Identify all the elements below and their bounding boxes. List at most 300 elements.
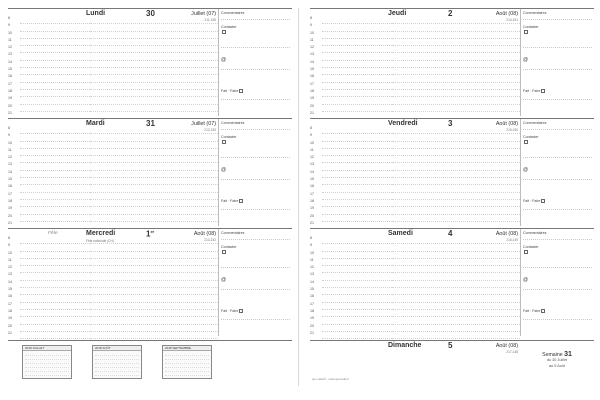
hour-row[interactable] bbox=[8, 59, 90, 68]
hour-row[interactable] bbox=[8, 140, 90, 149]
checkbox-icon[interactable] bbox=[541, 199, 545, 203]
hour-row[interactable] bbox=[310, 37, 392, 46]
checkbox-icon[interactable] bbox=[541, 309, 545, 313]
month-label: Juillet (07) bbox=[191, 121, 216, 127]
note-line[interactable] bbox=[90, 171, 218, 178]
email-line[interactable] bbox=[221, 179, 290, 180]
hour-row[interactable] bbox=[310, 213, 392, 222]
hour-row[interactable] bbox=[310, 279, 392, 288]
hour-row[interactable] bbox=[8, 103, 90, 112]
note-line[interactable] bbox=[90, 90, 218, 97]
contact-line[interactable] bbox=[523, 267, 592, 268]
note-line[interactable] bbox=[392, 24, 520, 31]
mini-calendar[interactable] bbox=[92, 345, 142, 379]
checkbox-icon[interactable] bbox=[239, 309, 243, 313]
note-line[interactable] bbox=[90, 97, 218, 104]
note-line[interactable] bbox=[392, 127, 520, 134]
hour-row[interactable] bbox=[310, 330, 392, 339]
hour-row[interactable] bbox=[8, 162, 90, 170]
hour-row[interactable] bbox=[8, 74, 90, 82]
note-line[interactable] bbox=[90, 332, 218, 339]
hour-row[interactable] bbox=[310, 59, 392, 68]
note-line[interactable] bbox=[392, 207, 520, 214]
checkbox-icon[interactable] bbox=[222, 140, 226, 144]
hour-row[interactable] bbox=[310, 88, 392, 97]
contact-checkbox[interactable] bbox=[523, 30, 528, 34]
contact-label: Contacter bbox=[221, 245, 237, 249]
note-line[interactable] bbox=[392, 266, 520, 273]
note-line[interactable] bbox=[90, 17, 218, 24]
hour-label: 10 bbox=[8, 140, 12, 145]
note-line[interactable] bbox=[90, 325, 218, 332]
note-line[interactable] bbox=[392, 142, 520, 149]
hour-row[interactable] bbox=[310, 257, 392, 266]
sunday-block bbox=[310, 340, 594, 386]
hour-row[interactable] bbox=[8, 30, 90, 39]
contact-line[interactable] bbox=[221, 47, 290, 48]
note-line[interactable] bbox=[90, 39, 218, 46]
hour-row[interactable] bbox=[8, 272, 90, 280]
done-line[interactable] bbox=[221, 209, 290, 210]
note-line[interactable] bbox=[392, 310, 520, 317]
hour-row[interactable] bbox=[8, 81, 90, 90]
note-line[interactable] bbox=[392, 244, 520, 251]
note-line[interactable] bbox=[90, 266, 218, 273]
hour-row[interactable] bbox=[310, 198, 392, 207]
day-number-value: 2 bbox=[448, 9, 453, 18]
hour-label: 12 bbox=[310, 45, 314, 50]
hour-label: 9 bbox=[310, 133, 312, 138]
notes-area[interactable] bbox=[90, 17, 218, 119]
hour-row[interactable] bbox=[8, 213, 90, 222]
hour-label: 18 bbox=[310, 308, 314, 313]
hour-row[interactable] bbox=[8, 16, 90, 24]
hour-row[interactable] bbox=[310, 191, 392, 200]
hour-label: 18 bbox=[310, 88, 314, 93]
hour-label: 19 bbox=[310, 206, 314, 211]
hour-row[interactable] bbox=[8, 177, 90, 185]
done-line[interactable] bbox=[523, 209, 592, 210]
note-line[interactable] bbox=[392, 237, 520, 244]
hour-row[interactable] bbox=[8, 198, 90, 207]
note-line[interactable] bbox=[90, 163, 218, 170]
note-line[interactable] bbox=[90, 193, 218, 200]
hour-row[interactable] bbox=[310, 323, 392, 332]
hour-row[interactable] bbox=[310, 308, 392, 317]
hour-row[interactable] bbox=[8, 126, 90, 134]
day-number: 5 bbox=[448, 341, 453, 350]
note-line[interactable] bbox=[392, 332, 520, 339]
hour-label: 21 bbox=[310, 330, 314, 335]
side-panel bbox=[520, 229, 594, 336]
hour-row[interactable] bbox=[310, 250, 392, 259]
hour-row[interactable] bbox=[310, 169, 392, 178]
note-line[interactable] bbox=[392, 53, 520, 60]
hour-row[interactable] bbox=[8, 323, 90, 332]
hour-row[interactable] bbox=[310, 133, 392, 141]
checkbox-icon[interactable] bbox=[222, 250, 226, 254]
done-line[interactable] bbox=[221, 99, 290, 100]
done-todo-label bbox=[221, 309, 243, 313]
hour-label: 8 bbox=[8, 16, 10, 20]
note-line[interactable] bbox=[90, 83, 218, 90]
note-line[interactable] bbox=[392, 185, 520, 192]
hour-row[interactable] bbox=[8, 133, 90, 141]
note-line[interactable] bbox=[90, 237, 218, 244]
hour-row[interactable] bbox=[310, 74, 392, 82]
note-line[interactable] bbox=[392, 178, 520, 185]
contact-line[interactable] bbox=[523, 47, 592, 48]
notes-area[interactable] bbox=[392, 17, 520, 119]
hour-row[interactable] bbox=[8, 287, 90, 295]
contact-checkbox[interactable] bbox=[221, 140, 226, 144]
week-number: 31 bbox=[564, 351, 572, 358]
note-line[interactable] bbox=[392, 288, 520, 295]
note-line[interactable] bbox=[90, 134, 218, 141]
email-line[interactable] bbox=[523, 179, 592, 180]
hour-label: 15 bbox=[8, 67, 12, 72]
hour-row[interactable] bbox=[8, 279, 90, 288]
hour-label: 21 bbox=[8, 330, 12, 335]
contact-checkbox[interactable] bbox=[221, 30, 226, 34]
note-line[interactable] bbox=[90, 61, 218, 68]
hour-column bbox=[310, 126, 392, 229]
contact-checkbox[interactable] bbox=[523, 250, 528, 254]
hour-label: 9 bbox=[8, 133, 10, 138]
note-line[interactable] bbox=[392, 90, 520, 97]
day-block bbox=[8, 118, 292, 226]
note-line[interactable] bbox=[90, 75, 218, 82]
comments-line[interactable] bbox=[523, 19, 592, 20]
note-line[interactable] bbox=[392, 325, 520, 332]
hour-row[interactable] bbox=[8, 301, 90, 310]
done-line[interactable] bbox=[523, 319, 592, 320]
note-line[interactable] bbox=[392, 163, 520, 170]
notes-area[interactable] bbox=[90, 237, 218, 339]
note-line[interactable] bbox=[392, 83, 520, 90]
side-panel bbox=[218, 229, 292, 336]
hour-row[interactable] bbox=[310, 265, 392, 273]
hour-row[interactable] bbox=[8, 184, 90, 192]
hour-row[interactable] bbox=[8, 155, 90, 163]
hour-label: 15 bbox=[8, 177, 12, 182]
contact-line[interactable] bbox=[523, 157, 592, 158]
hour-row[interactable] bbox=[8, 45, 90, 53]
mini-calendar-grid bbox=[163, 351, 211, 377]
hour-label: 17 bbox=[310, 191, 314, 196]
contact-checkbox[interactable] bbox=[221, 250, 226, 254]
checkbox-icon[interactable] bbox=[524, 140, 528, 144]
side-panel bbox=[218, 9, 292, 116]
note-line[interactable] bbox=[90, 200, 218, 207]
note-line[interactable] bbox=[90, 317, 218, 324]
hour-row[interactable] bbox=[310, 140, 392, 149]
hour-label: 15 bbox=[8, 287, 12, 292]
month-label: Août (08) bbox=[495, 11, 518, 17]
hour-row[interactable] bbox=[310, 155, 392, 163]
note-line[interactable] bbox=[392, 252, 520, 259]
note-line[interactable] bbox=[392, 259, 520, 266]
footer-brand-url: quo vadis® · www.quovadis.fr bbox=[312, 377, 349, 381]
hour-row[interactable] bbox=[310, 316, 392, 324]
contact-line[interactable] bbox=[221, 267, 290, 268]
note-line[interactable] bbox=[392, 75, 520, 82]
hour-row[interactable] bbox=[310, 23, 392, 31]
hour-label: 17 bbox=[8, 301, 12, 306]
hour-row[interactable] bbox=[310, 147, 392, 156]
hour-row[interactable] bbox=[310, 96, 392, 104]
note-line[interactable] bbox=[392, 317, 520, 324]
notes-area[interactable] bbox=[90, 127, 218, 229]
day-block bbox=[310, 118, 594, 226]
mini-calendar[interactable] bbox=[22, 345, 72, 379]
hour-row[interactable] bbox=[8, 265, 90, 273]
hour-row[interactable] bbox=[310, 177, 392, 185]
checkbox-icon[interactable] bbox=[239, 89, 243, 93]
hour-row[interactable] bbox=[8, 294, 90, 302]
note-line[interactable] bbox=[392, 303, 520, 310]
done-todo-text: Fait · Faire bbox=[523, 199, 541, 203]
note-line[interactable] bbox=[392, 61, 520, 68]
note-line[interactable] bbox=[90, 46, 218, 53]
month-label: Août (08) bbox=[193, 231, 216, 237]
hour-row[interactable] bbox=[8, 67, 90, 75]
hour-row[interactable] bbox=[8, 257, 90, 266]
email-at-icon: @ bbox=[221, 57, 227, 63]
note-line[interactable] bbox=[392, 273, 520, 280]
comments-line[interactable] bbox=[523, 239, 592, 240]
side-panel bbox=[520, 119, 594, 226]
hour-label: 14 bbox=[310, 169, 314, 174]
comments-line[interactable] bbox=[221, 19, 290, 20]
note-line[interactable] bbox=[392, 134, 520, 141]
hour-label: 16 bbox=[8, 74, 12, 79]
hour-label: 10 bbox=[310, 140, 314, 145]
hour-row[interactable] bbox=[8, 96, 90, 104]
hour-row[interactable] bbox=[310, 126, 392, 134]
email-line[interactable] bbox=[523, 289, 592, 290]
comments-line[interactable] bbox=[221, 129, 290, 130]
notes-area[interactable] bbox=[392, 127, 520, 229]
hour-row[interactable] bbox=[8, 191, 90, 200]
email-at-icon: @ bbox=[221, 167, 227, 173]
hour-row[interactable] bbox=[8, 308, 90, 317]
note-line[interactable] bbox=[90, 142, 218, 149]
hour-row[interactable] bbox=[310, 52, 392, 60]
day-of-year: 211-155 bbox=[204, 18, 216, 22]
hour-label: 15 bbox=[310, 287, 314, 292]
hour-row[interactable] bbox=[310, 301, 392, 310]
day-number-suffix: er bbox=[150, 229, 155, 234]
hour-row[interactable] bbox=[8, 243, 90, 251]
hour-label: 15 bbox=[310, 67, 314, 72]
week-summary bbox=[522, 351, 592, 369]
day-number-value: 1 bbox=[146, 229, 151, 239]
hour-row[interactable] bbox=[310, 206, 392, 214]
done-todo-label bbox=[523, 199, 545, 203]
comments-label: Commentaires bbox=[221, 121, 245, 125]
done-todo-text: Fait · Faire bbox=[221, 199, 239, 203]
comments-line[interactable] bbox=[523, 129, 592, 130]
note-line[interactable] bbox=[90, 215, 218, 222]
day-name: Vendredi bbox=[388, 120, 418, 127]
mini-calendar-week-row bbox=[25, 372, 69, 376]
done-todo-text: Fait · Faire bbox=[523, 309, 541, 313]
email-line[interactable] bbox=[523, 69, 592, 70]
mini-calendar-strip bbox=[8, 340, 292, 386]
hour-row[interactable] bbox=[310, 30, 392, 39]
note-line[interactable] bbox=[90, 53, 218, 60]
hour-row[interactable] bbox=[310, 294, 392, 302]
mini-calendar-week-row bbox=[95, 372, 139, 376]
day-block bbox=[310, 228, 594, 336]
note-line[interactable] bbox=[90, 178, 218, 185]
note-line[interactable] bbox=[392, 200, 520, 207]
contact-line[interactable] bbox=[221, 157, 290, 158]
note-line[interactable] bbox=[392, 193, 520, 200]
hour-label: 20 bbox=[8, 103, 12, 108]
checkbox-icon[interactable] bbox=[239, 199, 243, 203]
note-line[interactable] bbox=[90, 68, 218, 75]
week-label: Semaine bbox=[542, 352, 563, 358]
hour-row[interactable] bbox=[8, 23, 90, 31]
hour-label: 11 bbox=[310, 37, 314, 42]
note-line[interactable] bbox=[90, 24, 218, 31]
note-line[interactable] bbox=[90, 252, 218, 259]
hour-label: 13 bbox=[8, 272, 12, 277]
hour-label: 21 bbox=[8, 110, 12, 115]
hour-row[interactable] bbox=[310, 287, 392, 295]
note-line[interactable] bbox=[90, 185, 218, 192]
holiday-label: Fête bbox=[48, 231, 58, 236]
hour-row[interactable] bbox=[310, 67, 392, 75]
comments-label: Commentaires bbox=[221, 231, 245, 235]
hour-row[interactable] bbox=[310, 45, 392, 53]
hour-label: 19 bbox=[8, 206, 12, 211]
hour-label: 16 bbox=[310, 294, 314, 299]
mini-calendar[interactable] bbox=[162, 345, 212, 379]
hour-row[interactable] bbox=[310, 184, 392, 192]
note-line[interactable] bbox=[392, 149, 520, 156]
note-line[interactable] bbox=[90, 303, 218, 310]
month-label: Juillet (07) bbox=[191, 11, 216, 17]
note-line[interactable] bbox=[392, 32, 520, 39]
day-of-year: 214-151 bbox=[506, 18, 518, 22]
email-line[interactable] bbox=[221, 289, 290, 290]
checkbox-icon[interactable] bbox=[524, 250, 528, 254]
hour-row[interactable] bbox=[8, 330, 90, 339]
note-line[interactable] bbox=[90, 244, 218, 251]
note-line[interactable] bbox=[90, 105, 218, 112]
day-of-year: 213-152 bbox=[204, 238, 216, 242]
note-line[interactable] bbox=[392, 156, 520, 163]
hour-label: 8 bbox=[8, 236, 10, 240]
hour-row[interactable] bbox=[8, 169, 90, 178]
note-line[interactable] bbox=[90, 259, 218, 266]
notes-area[interactable] bbox=[392, 237, 520, 339]
hour-row[interactable] bbox=[310, 272, 392, 280]
day-block bbox=[8, 228, 292, 336]
note-line[interactable] bbox=[392, 215, 520, 222]
done-line[interactable] bbox=[221, 319, 290, 320]
hour-label: 19 bbox=[310, 316, 314, 321]
note-line[interactable] bbox=[392, 97, 520, 104]
note-line[interactable] bbox=[392, 17, 520, 24]
note-line[interactable] bbox=[392, 39, 520, 46]
hour-row[interactable] bbox=[8, 206, 90, 214]
hour-label: 14 bbox=[8, 279, 12, 284]
hour-label: 18 bbox=[8, 308, 12, 313]
day-name: Lundi bbox=[86, 10, 106, 17]
note-line[interactable] bbox=[90, 207, 218, 214]
note-line[interactable] bbox=[392, 295, 520, 302]
hour-row[interactable] bbox=[310, 243, 392, 251]
hour-row[interactable] bbox=[8, 250, 90, 259]
note-line[interactable] bbox=[90, 310, 218, 317]
day-of-year: 217-148 bbox=[506, 350, 518, 354]
comments-line[interactable] bbox=[221, 239, 290, 240]
checkbox-icon[interactable] bbox=[222, 30, 226, 34]
note-line[interactable] bbox=[392, 281, 520, 288]
mini-calendar-title: 2018 SEPTEMBRE bbox=[163, 346, 211, 351]
hour-label: 11 bbox=[8, 147, 12, 152]
note-line[interactable] bbox=[90, 32, 218, 39]
hour-row[interactable] bbox=[8, 236, 90, 244]
note-line[interactable] bbox=[392, 46, 520, 53]
checkbox-icon[interactable] bbox=[541, 89, 545, 93]
hour-row[interactable] bbox=[310, 81, 392, 90]
contact-checkbox[interactable] bbox=[523, 140, 528, 144]
left-page bbox=[8, 8, 292, 386]
day-name: Mardi bbox=[86, 120, 105, 127]
hour-label: 16 bbox=[8, 184, 12, 189]
hour-row[interactable] bbox=[310, 16, 392, 24]
hour-row[interactable] bbox=[8, 316, 90, 324]
hour-row[interactable] bbox=[8, 147, 90, 156]
hour-label: 17 bbox=[8, 81, 12, 86]
note-line[interactable] bbox=[90, 127, 218, 134]
checkbox-icon[interactable] bbox=[524, 30, 528, 34]
note-line[interactable] bbox=[90, 156, 218, 163]
hour-row[interactable] bbox=[8, 37, 90, 46]
note-line[interactable] bbox=[90, 273, 218, 280]
hour-label: 13 bbox=[8, 52, 12, 57]
note-line[interactable] bbox=[392, 68, 520, 75]
hour-row[interactable] bbox=[310, 103, 392, 112]
note-line[interactable] bbox=[392, 105, 520, 112]
note-line[interactable] bbox=[392, 171, 520, 178]
done-todo-label bbox=[221, 199, 243, 203]
note-line[interactable] bbox=[90, 288, 218, 295]
hour-label: 14 bbox=[310, 279, 314, 284]
note-line[interactable] bbox=[90, 281, 218, 288]
hour-label: 17 bbox=[310, 301, 314, 306]
hour-row[interactable] bbox=[310, 236, 392, 244]
hour-row[interactable] bbox=[310, 162, 392, 170]
hour-row[interactable] bbox=[8, 52, 90, 60]
hour-label: 8 bbox=[8, 126, 10, 130]
hour-label: 11 bbox=[310, 147, 314, 152]
hour-label: 10 bbox=[8, 250, 12, 255]
mini-calendar-title: 2018 AOÛT bbox=[93, 346, 141, 351]
note-line[interactable] bbox=[90, 295, 218, 302]
email-line[interactable] bbox=[221, 69, 290, 70]
hour-label: 11 bbox=[8, 37, 12, 42]
day-name: Mercredi bbox=[86, 230, 116, 237]
note-line[interactable] bbox=[90, 149, 218, 156]
done-line[interactable] bbox=[523, 99, 592, 100]
hour-row[interactable] bbox=[8, 88, 90, 97]
